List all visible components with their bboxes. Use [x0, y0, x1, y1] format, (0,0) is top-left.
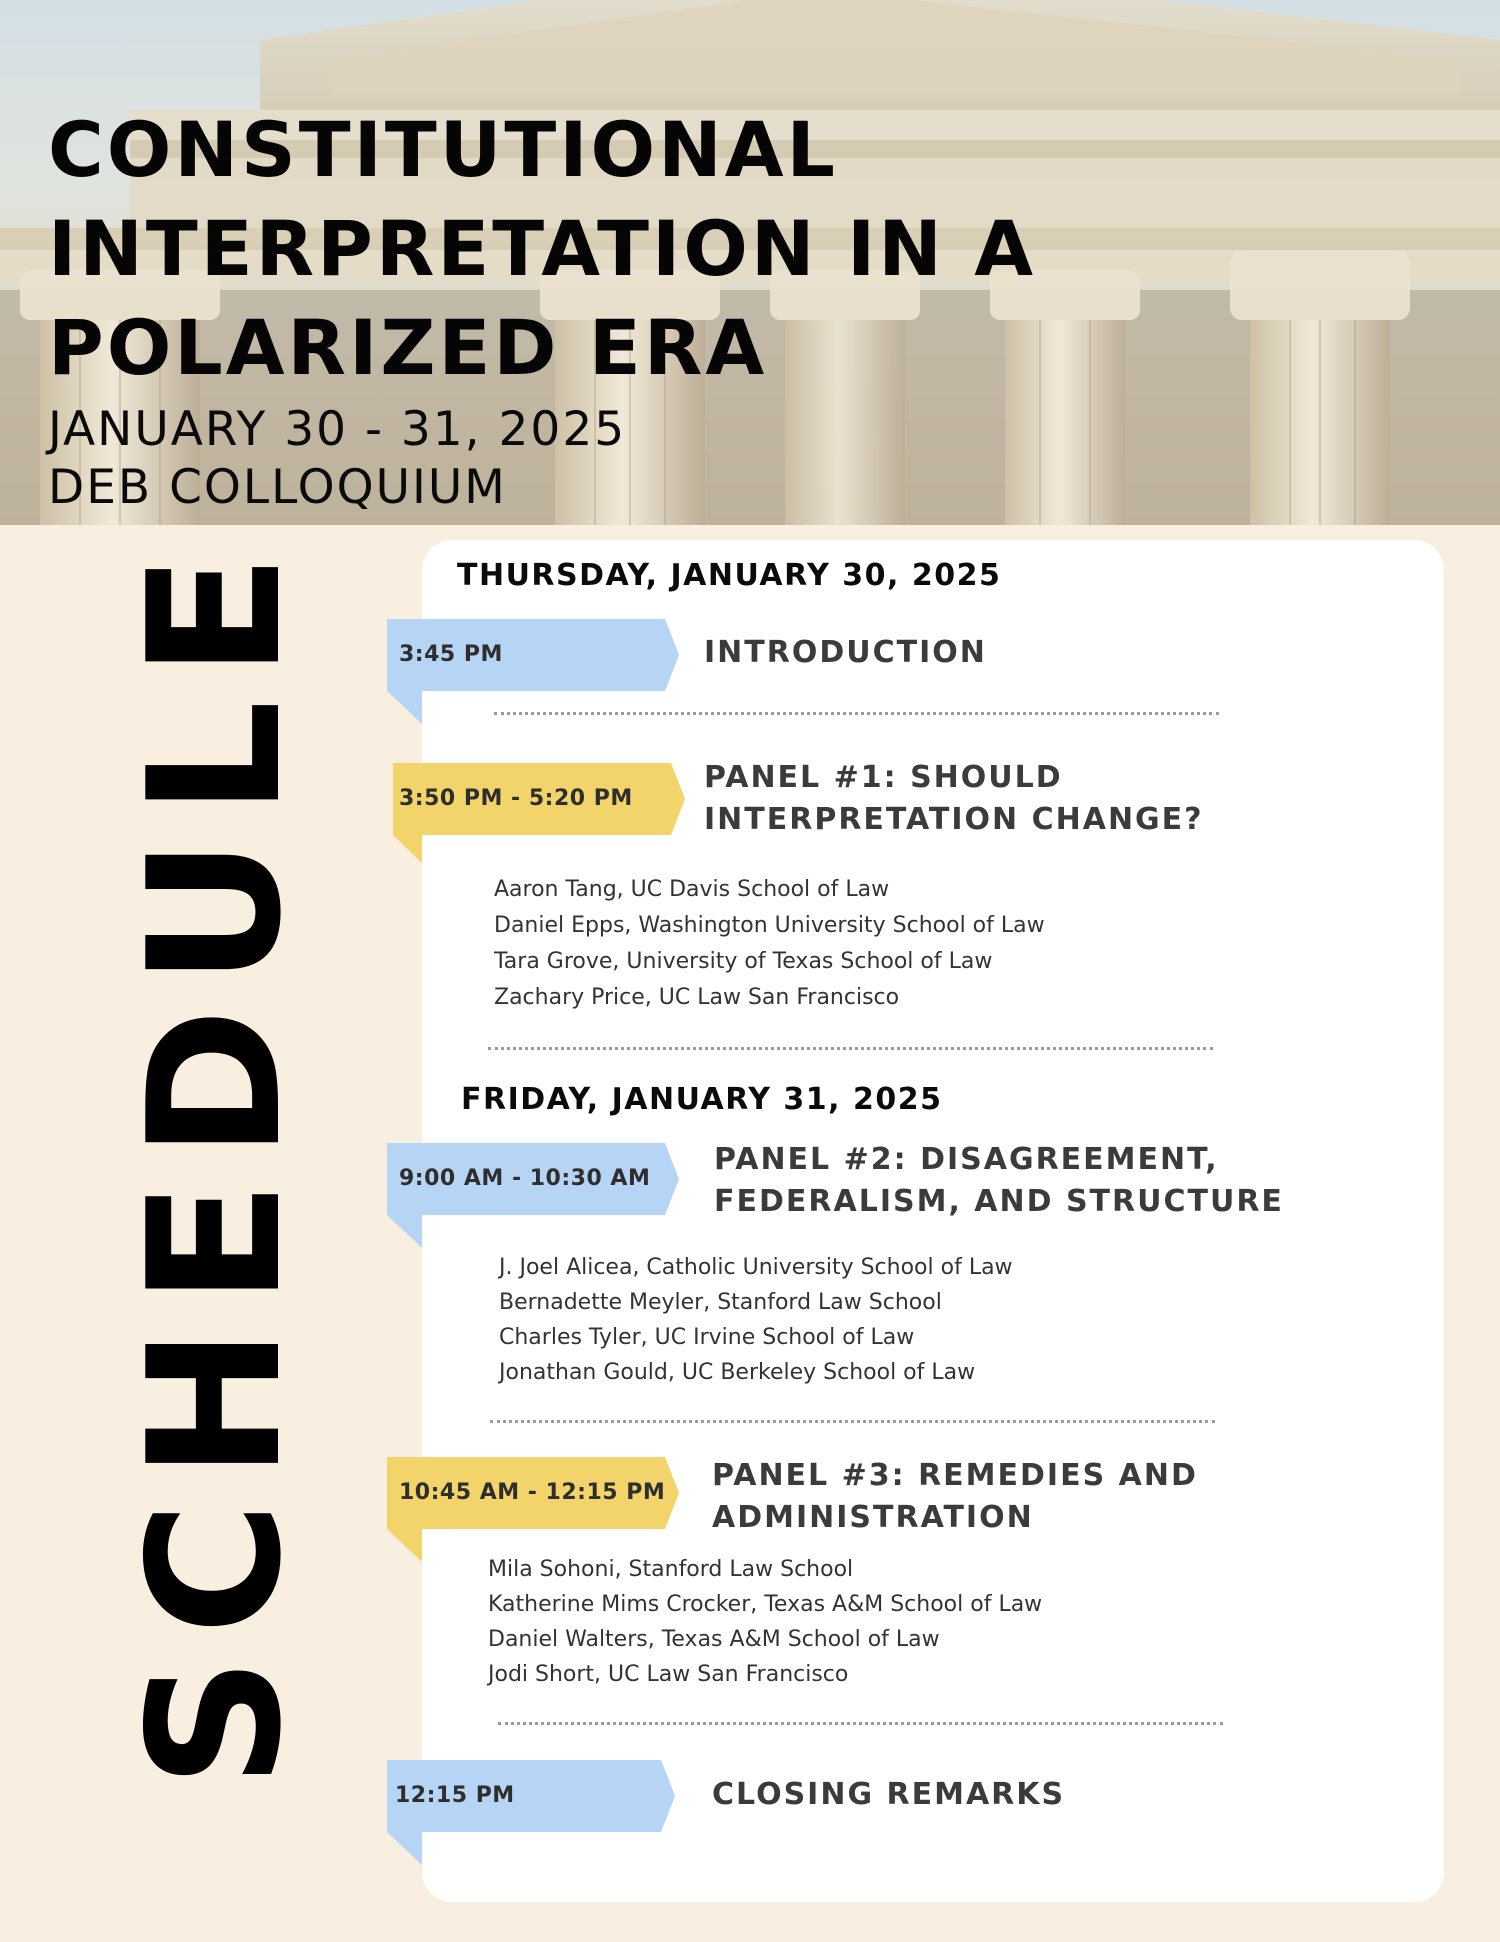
time-tag-yellow: [393, 763, 685, 868]
time-tag-blue: [387, 1760, 679, 1865]
event-heading: [48, 100, 1036, 517]
session-title-line: CLOSING REMARKS: [712, 1777, 1066, 1812]
speaker: Bernadette Meyler, Stanford Law School: [499, 1290, 942, 1315]
speaker: Charles Tyler, UC Irvine School of Law: [499, 1325, 915, 1350]
time-tag-blue: [387, 1143, 679, 1248]
header-banner: [0, 0, 1500, 525]
speaker: Aaron Tang, UC Davis School of Law: [494, 877, 890, 902]
speaker: Jodi Short, UC Law San Francisco: [488, 1662, 849, 1687]
speaker-list-panel-2: [499, 1250, 1013, 1390]
speaker-list-panel-1: [494, 872, 1045, 1016]
speaker: Jonathan Gould, UC Berkeley School of Law: [499, 1360, 976, 1385]
dotted-divider: [490, 1420, 1215, 1423]
day-heading-thursday: THURSDAY, JANUARY 30, 2025: [457, 558, 1002, 593]
session-title-panel-1: [704, 757, 1204, 841]
event-title-line: POLARIZED ERA: [48, 303, 768, 392]
speaker: Tara Grove, University of Texas School of Law: [494, 949, 993, 974]
session-title-introduction: [704, 632, 987, 674]
speaker: Zachary Price, UC Law San Francisco: [494, 985, 900, 1010]
session-title-closing-remarks: [712, 1774, 1065, 1816]
dotted-divider: [494, 712, 1219, 715]
session-time: 3:50 PM - 5:20 PM: [399, 786, 633, 811]
time-tag-blue: [387, 619, 679, 724]
dotted-divider: [498, 1722, 1223, 1725]
session-time: 12:15 PM: [395, 1783, 515, 1808]
speaker: Daniel Epps, Washington University School of Law: [494, 913, 1045, 938]
schedule-vertical-title: SCHEDULE: [109, 531, 321, 1789]
speaker: Daniel Walters, Texas A&M School of Law: [488, 1627, 940, 1652]
day-heading-friday: FRIDAY, JANUARY 31, 2025: [461, 1082, 943, 1117]
dotted-divider: [488, 1047, 1213, 1050]
speaker: Katherine Mims Crocker, Texas A&M School of Law: [488, 1592, 1043, 1617]
session-title-line: ADMINISTRATION: [712, 1500, 1034, 1535]
time-tag-yellow: [387, 1457, 679, 1562]
session-title-line: FEDERALISM, AND STRUCTURE: [714, 1184, 1284, 1219]
session-title-panel-3: [712, 1455, 1198, 1539]
session-title-line: PANEL #3: REMEDIES AND: [712, 1458, 1198, 1493]
speaker: Mila Sohoni, Stanford Law School: [488, 1557, 854, 1582]
session-title-panel-2: [714, 1139, 1284, 1223]
event-dates: JANUARY 30 - 31, 2025: [48, 402, 627, 457]
event-name: DEB COLLOQUIUM: [48, 460, 507, 515]
session-time: 10:45 AM - 12:15 PM: [399, 1480, 666, 1505]
session-title-line: INTRODUCTION: [704, 635, 987, 670]
session-title-line: PANEL #1: SHOULD: [704, 760, 1063, 795]
speaker: J. Joel Alicea, Catholic University School of Law: [499, 1255, 1013, 1280]
session-title-line: INTERPRETATION CHANGE?: [704, 802, 1204, 837]
event-title-line: INTERPRETATION IN A: [48, 204, 1037, 293]
session-time: 9:00 AM - 10:30 AM: [399, 1166, 651, 1191]
session-time: 3:45 PM: [399, 642, 503, 667]
session-title-line: PANEL #2: DISAGREEMENT,: [714, 1142, 1219, 1177]
speaker-list-panel-3: [488, 1552, 1042, 1692]
event-title-line: CONSTITUTIONAL: [48, 105, 838, 194]
